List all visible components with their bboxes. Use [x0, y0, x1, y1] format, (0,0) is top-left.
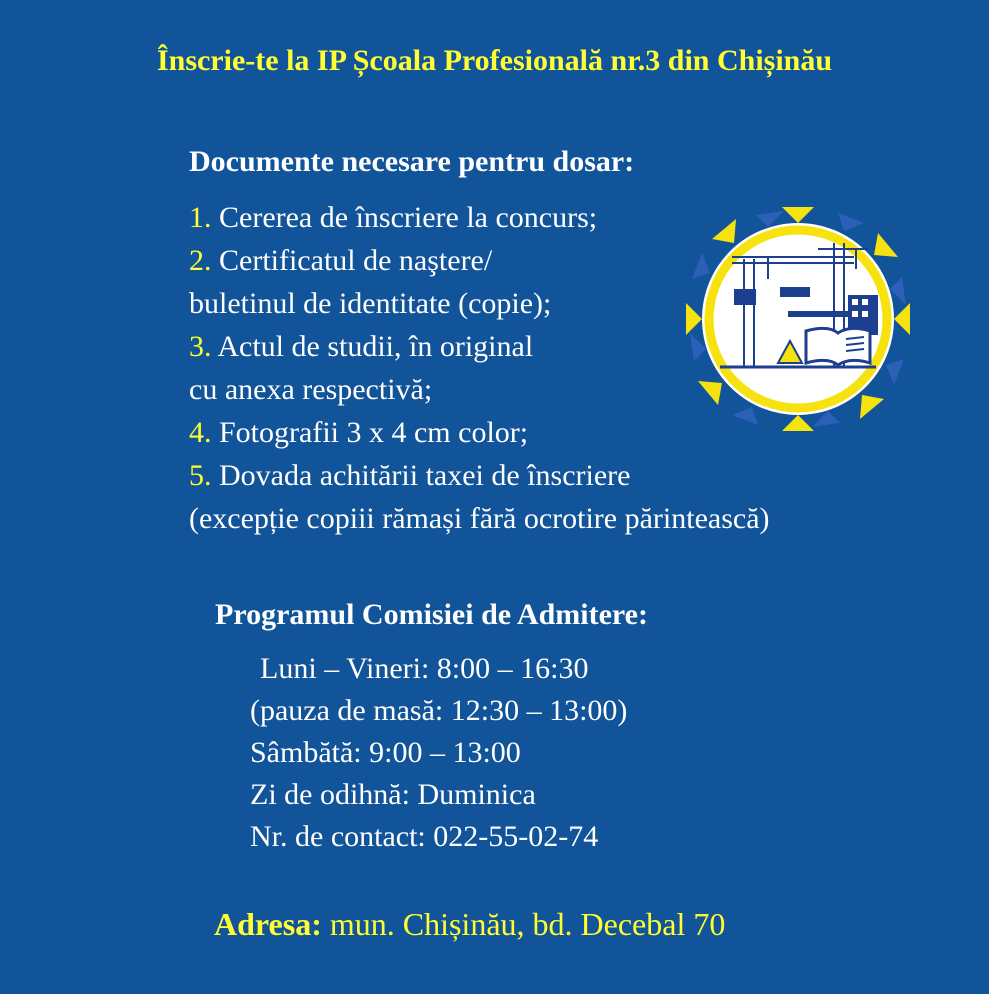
list-item: 4. Fotografii 3 x 4 cm color; — [189, 416, 529, 449]
lunch-break: (pauza de masă: 12:30 – 13:00) — [250, 694, 628, 727]
address-value: mun. Chișinău, bd. Decebal 70 — [329, 906, 726, 942]
saturday-hours: Sâmbătă: 9:00 – 13:00 — [250, 736, 521, 769]
list-item-continuation: cu anexa respectivă; — [189, 373, 433, 406]
list-item: 2. Certificatul de naştere/ — [189, 244, 493, 277]
list-item-continuation: buletinul de identitate (copie); — [189, 287, 552, 320]
list-item: 1. Cererea de înscriere la concurs; — [189, 201, 598, 234]
program-schedule — [250, 648, 627, 858]
rest-day: Zi de odihnă: Duminica — [250, 778, 536, 811]
program-heading: Programul Comisiei de Admitere: — [215, 598, 648, 631]
list-item: 3. Actul de studii, în original — [189, 330, 534, 363]
list-item: 5. Dovada achitării taxei de înscriere — [189, 459, 631, 492]
contact-number: Nr. de contact: 022-55-02-74 — [250, 820, 599, 853]
weekday-hours: Luni – Vineri: 8:00 – 16:30 — [260, 652, 589, 685]
school-emblem-icon — [678, 203, 918, 435]
list-item-continuation: (excepție copiii rămași fără ocrotire părintească) — [189, 502, 770, 535]
address — [214, 906, 725, 943]
page-title: Înscrie-te la IP Școala Profesională nr.3 din Chișinău — [156, 44, 833, 77]
documents-heading: Documente necesare pentru dosar: — [189, 145, 635, 178]
address-label: Adresa: — [214, 906, 322, 942]
